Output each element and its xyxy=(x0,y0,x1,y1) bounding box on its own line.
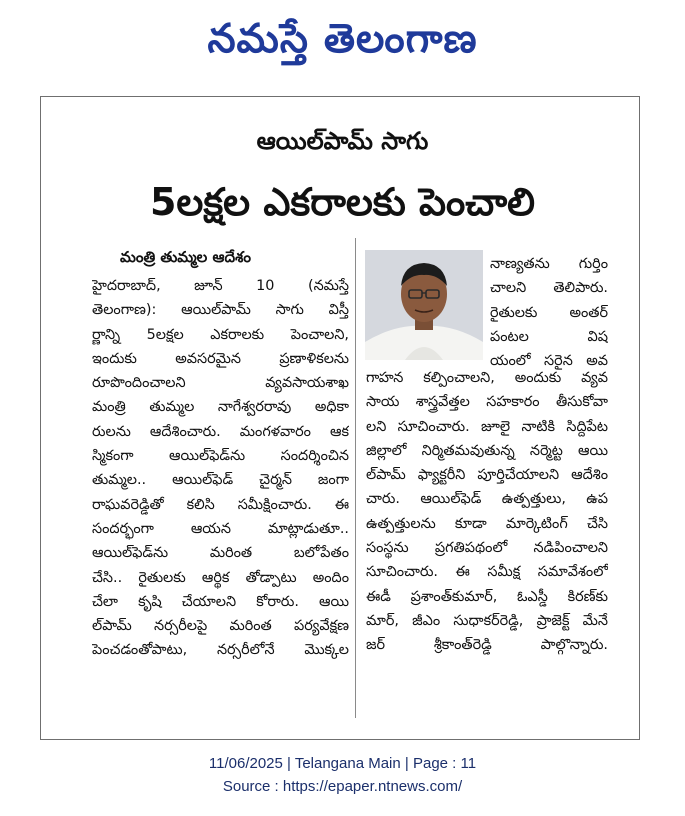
article-headline: 5లక్షల ఎకరాలకు పెంచాలి xyxy=(149,180,536,224)
body-line: స్మికంగా ఆయిల్‌ఫెడ్‌ను సందర్శించిన xyxy=(92,448,349,465)
body-line: జర్ శ్రీకాంత్‌రెడ్డి పాల్గొన్నారు. xyxy=(366,637,608,654)
body-line: ఆయిల్‌ఫెడ్‌ను మరింత బలోపేతం xyxy=(92,545,349,562)
article-kicker: ఆయిల్‌పామ్ సాగు xyxy=(256,127,429,155)
column-divider xyxy=(355,238,356,718)
body-line: ర్ణాన్ని 5లక్షల ఎకరాలకు పెంచాలని, xyxy=(92,326,349,343)
body-line: ఇందుకు అవసరమైన ప్రణాళికలను xyxy=(92,350,349,367)
body-line: హైదరాబాద్, జూన్ 10 (నమస్తే xyxy=(92,278,349,294)
body-line: గాహన కల్పించాలని, అందుకు వ్యవ xyxy=(366,370,608,386)
article-body-left-column xyxy=(92,274,349,663)
article-byline: మంత్రి తుమ్మల ఆదేశం xyxy=(120,248,251,266)
body-line: సంస్థను ప్రగతిపథంలో నడిపించాలని xyxy=(366,540,608,557)
body-line: తుమ్మల.. ఆయిల్‌ఫెడ్ చైర్మన్ జంగా xyxy=(92,472,349,489)
body-line: సూచించారు. ఈ సమీక్ష సమావేశంలో xyxy=(366,564,608,581)
article-body-right-top xyxy=(490,252,608,373)
masthead-logo: నమస్తే తెలంగాణ xyxy=(207,15,478,62)
body-line: రాఘవరెడ్డితో కలిసి సమీక్షించారు. ఈ xyxy=(92,496,349,513)
body-line: సాయ శాస్త్రవేత్తల సహకారం తీసుకోవా xyxy=(366,394,608,411)
body-line: చేలా కృషి చేయాలని కోరారు. ఆయి xyxy=(92,593,349,610)
body-line: ల్‌పామ్ ఫ్యాక్టరీని పూర్తిచేయాలని ఆదేశిం xyxy=(366,467,608,484)
body-line: చేసి.. రైతులకు ఆర్థిక తోడ్పాటు అందిం xyxy=(92,569,349,586)
body-line: ఈడీ ప్రశాంత్‌కుమార్, ఓఎస్డీ కిరణ్‌కు xyxy=(366,588,608,605)
footer-source-link[interactable]: Source : https://epaper.ntnews.com/ xyxy=(222,778,463,795)
body-line: రూపొందించాలని వ్యవసాయశాఖ xyxy=(92,375,349,392)
body-line: చారు. ఆయిల్‌ఫెడ్ ఉత్పత్తులు, ఉప xyxy=(366,491,608,508)
body-line: రైతులకు అంతర్ xyxy=(490,304,608,321)
body-line: ల్‌పామ్ నర్సరీలపై మరింత పర్యవేక్షణ xyxy=(92,618,349,635)
portrait-illustration xyxy=(365,250,483,360)
body-line: లని సూచించారు. జూలై నాటికి సిద్దిపేట xyxy=(366,418,608,435)
article-body-right-column xyxy=(366,366,608,658)
footer-date-line: 11/06/2025 | Telangana Main | Page : 11 xyxy=(208,755,477,772)
body-line: పంటల విష xyxy=(490,328,608,345)
body-line: యంలో సరైన అవ xyxy=(490,353,608,370)
body-line: జిల్లాలో నిర్మితమవుతున్న నర్మెట్ట ఆయి xyxy=(366,442,608,459)
minister-photo xyxy=(365,250,483,360)
body-line: ఉత్పత్తులను కూడా మార్కెటింగ్ చేసి xyxy=(366,515,608,532)
body-line: మంత్రి తుమ్మల నాగేశ్వరరావు అధికా xyxy=(92,399,349,416)
body-line: తెలంగాణ): ఆయిల్‌పామ్ సాగు విస్తీ xyxy=(92,302,349,319)
body-line: నాణ్యతను గుర్తిం xyxy=(490,256,608,272)
body-line: రులను ఆదేశించారు. మంగళవారం ఆక xyxy=(92,423,349,440)
body-line: పెంచడంతోపాటు, నర్సరీలోనే మొక్కల xyxy=(92,642,349,659)
body-line: చాలని తెలిపారు. xyxy=(490,280,608,297)
body-line: మార్, జీఎం సుధాకర్‌రెడ్డి, ప్రాజెక్ట్ మేనే xyxy=(366,612,608,629)
body-line: సందర్భంగా ఆయన మాట్లాడుతూ.. xyxy=(92,520,349,537)
